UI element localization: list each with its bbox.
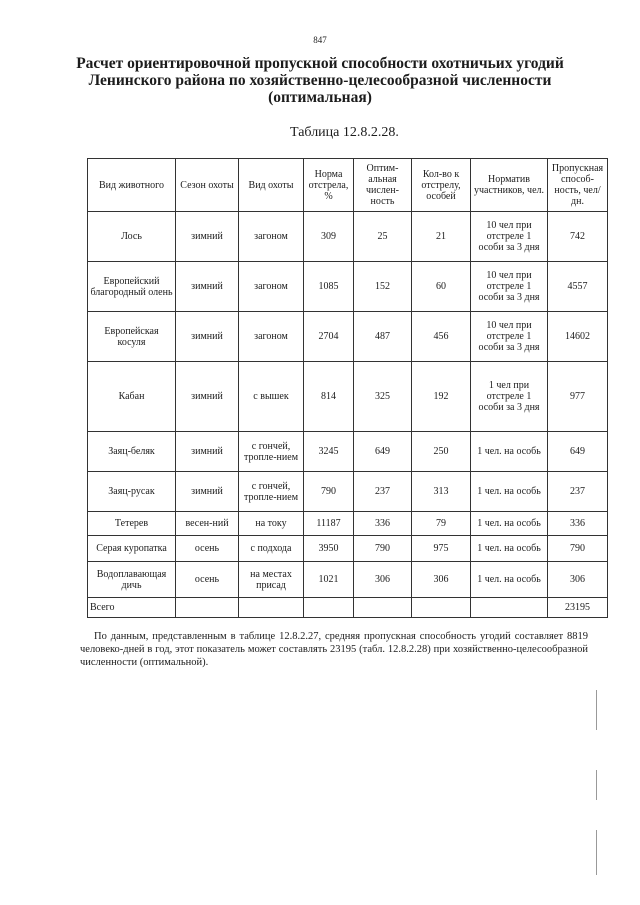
table-cell: 649 [354,432,412,472]
summary-paragraph: По данным, представленным в таблице 12.8.2.27, средняя пропускная способность угодий составляет 8819 человеко-дней в год, этот показатель может составлять 23195 (табл. 12.8.2.28) при хозяйственно-целесообразной численности (оптимальной). [80,631,588,668]
table-cell: загоном [239,262,304,312]
table-cell: 4557 [548,262,608,312]
margin-mark [596,690,597,730]
table-cell: 1085 [304,262,354,312]
table-cell: 1 чел. на особь [471,562,548,598]
table-cell: 790 [354,536,412,562]
page-number: 847 [313,35,327,45]
table-cell [471,598,548,618]
table-cell: 649 [548,432,608,472]
header-capacity: Пропускная способ-ность, чел/дн. [548,159,608,212]
table-cell: 325 [354,362,412,432]
table-cell: 237 [548,472,608,512]
header-animal: Вид животного [88,159,176,212]
header-hunt-type: Вид охоты [239,159,304,212]
header-season: Сезон охоты [176,159,239,212]
table-cell: загоном [239,312,304,362]
table-cell: зимний [176,312,239,362]
table-cell: Тетерев [88,512,176,536]
table-cell: зимний [176,432,239,472]
table-cell: 11187 [304,512,354,536]
total-value: 23195 [548,598,608,618]
table-cell [239,598,304,618]
table-row [88,262,608,312]
table-cell: 977 [548,362,608,432]
table-cell: с вышек [239,362,304,432]
table-cell: Европейская косуля [88,312,176,362]
table-cell: 306 [412,562,471,598]
table-cell: 790 [304,472,354,512]
table-cell: Серая куропатка [88,536,176,562]
table-cell: 3245 [304,432,354,472]
table-cell: Заяц-русак [88,472,176,512]
table-cell: 237 [354,472,412,512]
table-cell [304,598,354,618]
table-row [88,212,608,262]
capacity-table [87,158,608,618]
margin-mark [596,830,597,875]
table-cell: Кабан [88,362,176,432]
table-cell: 313 [412,472,471,512]
table-cell: 306 [548,562,608,598]
table-cell: Лось [88,212,176,262]
table-cell: 309 [304,212,354,262]
table-cell: 456 [412,312,471,362]
table-cell: Европейский благородный олень [88,262,176,312]
table-cell: зимний [176,212,239,262]
table-cell: 192 [412,362,471,432]
table-cell: 814 [304,362,354,432]
table-cell: 1 чел. на особь [471,512,548,536]
header-participants: Норматив участников, чел. [471,159,548,212]
table-cell: 336 [548,512,608,536]
table-cell [354,598,412,618]
table-row [88,472,608,512]
table-cell: осень [176,536,239,562]
header-optimal-count: Оптим-альная числен-ность [354,159,412,212]
table-cell: 25 [354,212,412,262]
table-cell: Заяц-беляк [88,432,176,472]
table-cell: 1 чел при отстреле 1 особи за 3 дня [471,362,548,432]
table-cell: Водоплавающая дичь [88,562,176,598]
table-cell: на местах присад [239,562,304,598]
table-cell: зимний [176,472,239,512]
table-row [88,562,608,598]
document-title: Расчет ориентировочной пропускной способности охотничьих угодий Ленинского района по хозяйственно-целесообразной численности (оптимальная) [76,55,564,106]
table-header-row [88,159,608,212]
total-label: Всего [88,598,176,618]
table-cell: зимний [176,362,239,432]
table-cell [412,598,471,618]
table-cell: 487 [354,312,412,362]
table-cell: 1 чел. на особь [471,432,548,472]
table-row [88,312,608,362]
table-cell: 14602 [548,312,608,362]
table-cell: 10 чел при отстреле 1 особи за 3 дня [471,262,548,312]
table-cell: 336 [354,512,412,536]
header-cull-count: Кол-во к отстрелу, особей [412,159,471,212]
table-cell [176,598,239,618]
table-cell: 790 [548,536,608,562]
table-cell: весен-ний [176,512,239,536]
table-row [88,512,608,536]
total-row [88,598,608,618]
table-cell: 10 чел при отстреле 1 особи за 3 дня [471,212,548,262]
table-cell: 79 [412,512,471,536]
table-cell: загоном [239,212,304,262]
margin-mark [596,770,597,800]
table-cell: 21 [412,212,471,262]
table-cell: осень [176,562,239,598]
table-caption: Таблица 12.8.2.28. [290,125,399,140]
table-cell: 306 [354,562,412,598]
table-cell: 3950 [304,536,354,562]
header-quota: Норма отстрела, % [304,159,354,212]
table-row [88,362,608,432]
table-cell: 250 [412,432,471,472]
table-cell: 152 [354,262,412,312]
table-cell: 10 чел при отстреле 1 особи за 3 дня [471,312,548,362]
table-cell: 1021 [304,562,354,598]
table-cell: 1 чел. на особь [471,536,548,562]
table-cell: с гончей, тропле-нием [239,432,304,472]
table-cell: на току [239,512,304,536]
table-cell: зимний [176,262,239,312]
table-cell: 975 [412,536,471,562]
table-cell: с гончей, тропле-нием [239,472,304,512]
table-row [88,536,608,562]
table-cell: 60 [412,262,471,312]
table-cell: с подхода [239,536,304,562]
table-cell: 1 чел. на особь [471,472,548,512]
table-cell: 2704 [304,312,354,362]
table-row [88,432,608,472]
table-cell: 742 [548,212,608,262]
